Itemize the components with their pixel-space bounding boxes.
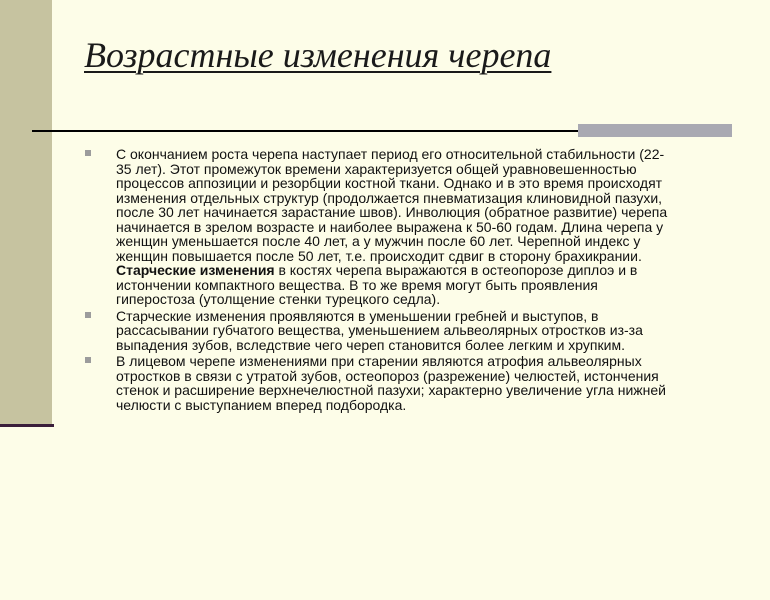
slide-title: Возрастные изменения черепа <box>84 35 552 75</box>
bullet-line: после 30 лет начинается зарастание швов). Инволюция (обратное развитие) черепа <box>116 204 668 220</box>
bullet-square-icon <box>85 312 91 318</box>
bullet-line: В лицевом черепе изменениями при старении являются атрофия альвеолярных <box>116 353 642 369</box>
bullet-line: женщин уменьшается после 40 лет, а у мужчин после 60 лет. Черепной индекс у <box>116 233 641 249</box>
bullet-text: в костях черепа выражаются в остеопорозе диплоэ и в <box>274 262 638 278</box>
bullet-line: стенок и расширение верхнечелюстной пазухи; характерно увеличение угла нижней <box>116 382 666 398</box>
bullet-line: 35 лет). Этот промежуток времени характеризуется общей уравновешенностью <box>116 160 637 177</box>
bullet-line: женщин повышается после 50 лет, т.е. происходит сдвиг в сторону брахикрании. <box>116 247 642 264</box>
bullet-line: отростков в связи с утратой зубов, остеопороз (разрежение) челюстей, истончения <box>116 367 659 384</box>
bullet-line: начинается в зрелом возрасте и наиболее выражена к 50-60 годам. Длина черепа у <box>116 218 664 235</box>
bullet-line: изменения отдельных структур (продолжается пневматизация клиновидной пазухи, <box>116 189 663 206</box>
bullet-item-1 <box>84 147 724 307</box>
bold-term: Старческие изменения <box>116 262 275 278</box>
bullet-line: истончении компактного вещества. В то же время могут быть проявления <box>116 276 598 293</box>
bullet-line: гиперостоза (утолщение стенки турецкого седла). <box>116 291 441 307</box>
left-decorative-band <box>0 0 52 426</box>
bullet-line-mixed <box>116 263 724 278</box>
bullet-square-icon <box>85 357 91 363</box>
left-band-underline <box>0 424 54 427</box>
slide-content <box>84 147 724 414</box>
bullet-line: выпадения зубов, вследствие чего череп становится более легким и хрупким. <box>116 336 625 353</box>
bullet-line: рассасывании губчатого вещества, уменьшением альвеолярных отростков из-за <box>116 322 643 338</box>
bullet-line: С окончанием роста черепа наступает период его относительной стабильности (22- <box>116 146 665 162</box>
bullet-line: процессов аппозиции и резорбции костной ткани. Однако и в это время происходят <box>116 175 663 191</box>
bullet-line: Старческие изменения проявляются в уменьшении гребней и выступов, в <box>116 307 599 324</box>
divider-accent-bar <box>578 124 732 137</box>
bullet-square-icon <box>85 150 91 156</box>
bullet-line: челюсти с выступанием вперед подбородка. <box>116 396 407 413</box>
bullet-item-3 <box>84 354 724 412</box>
bullet-item-2 <box>84 309 724 353</box>
